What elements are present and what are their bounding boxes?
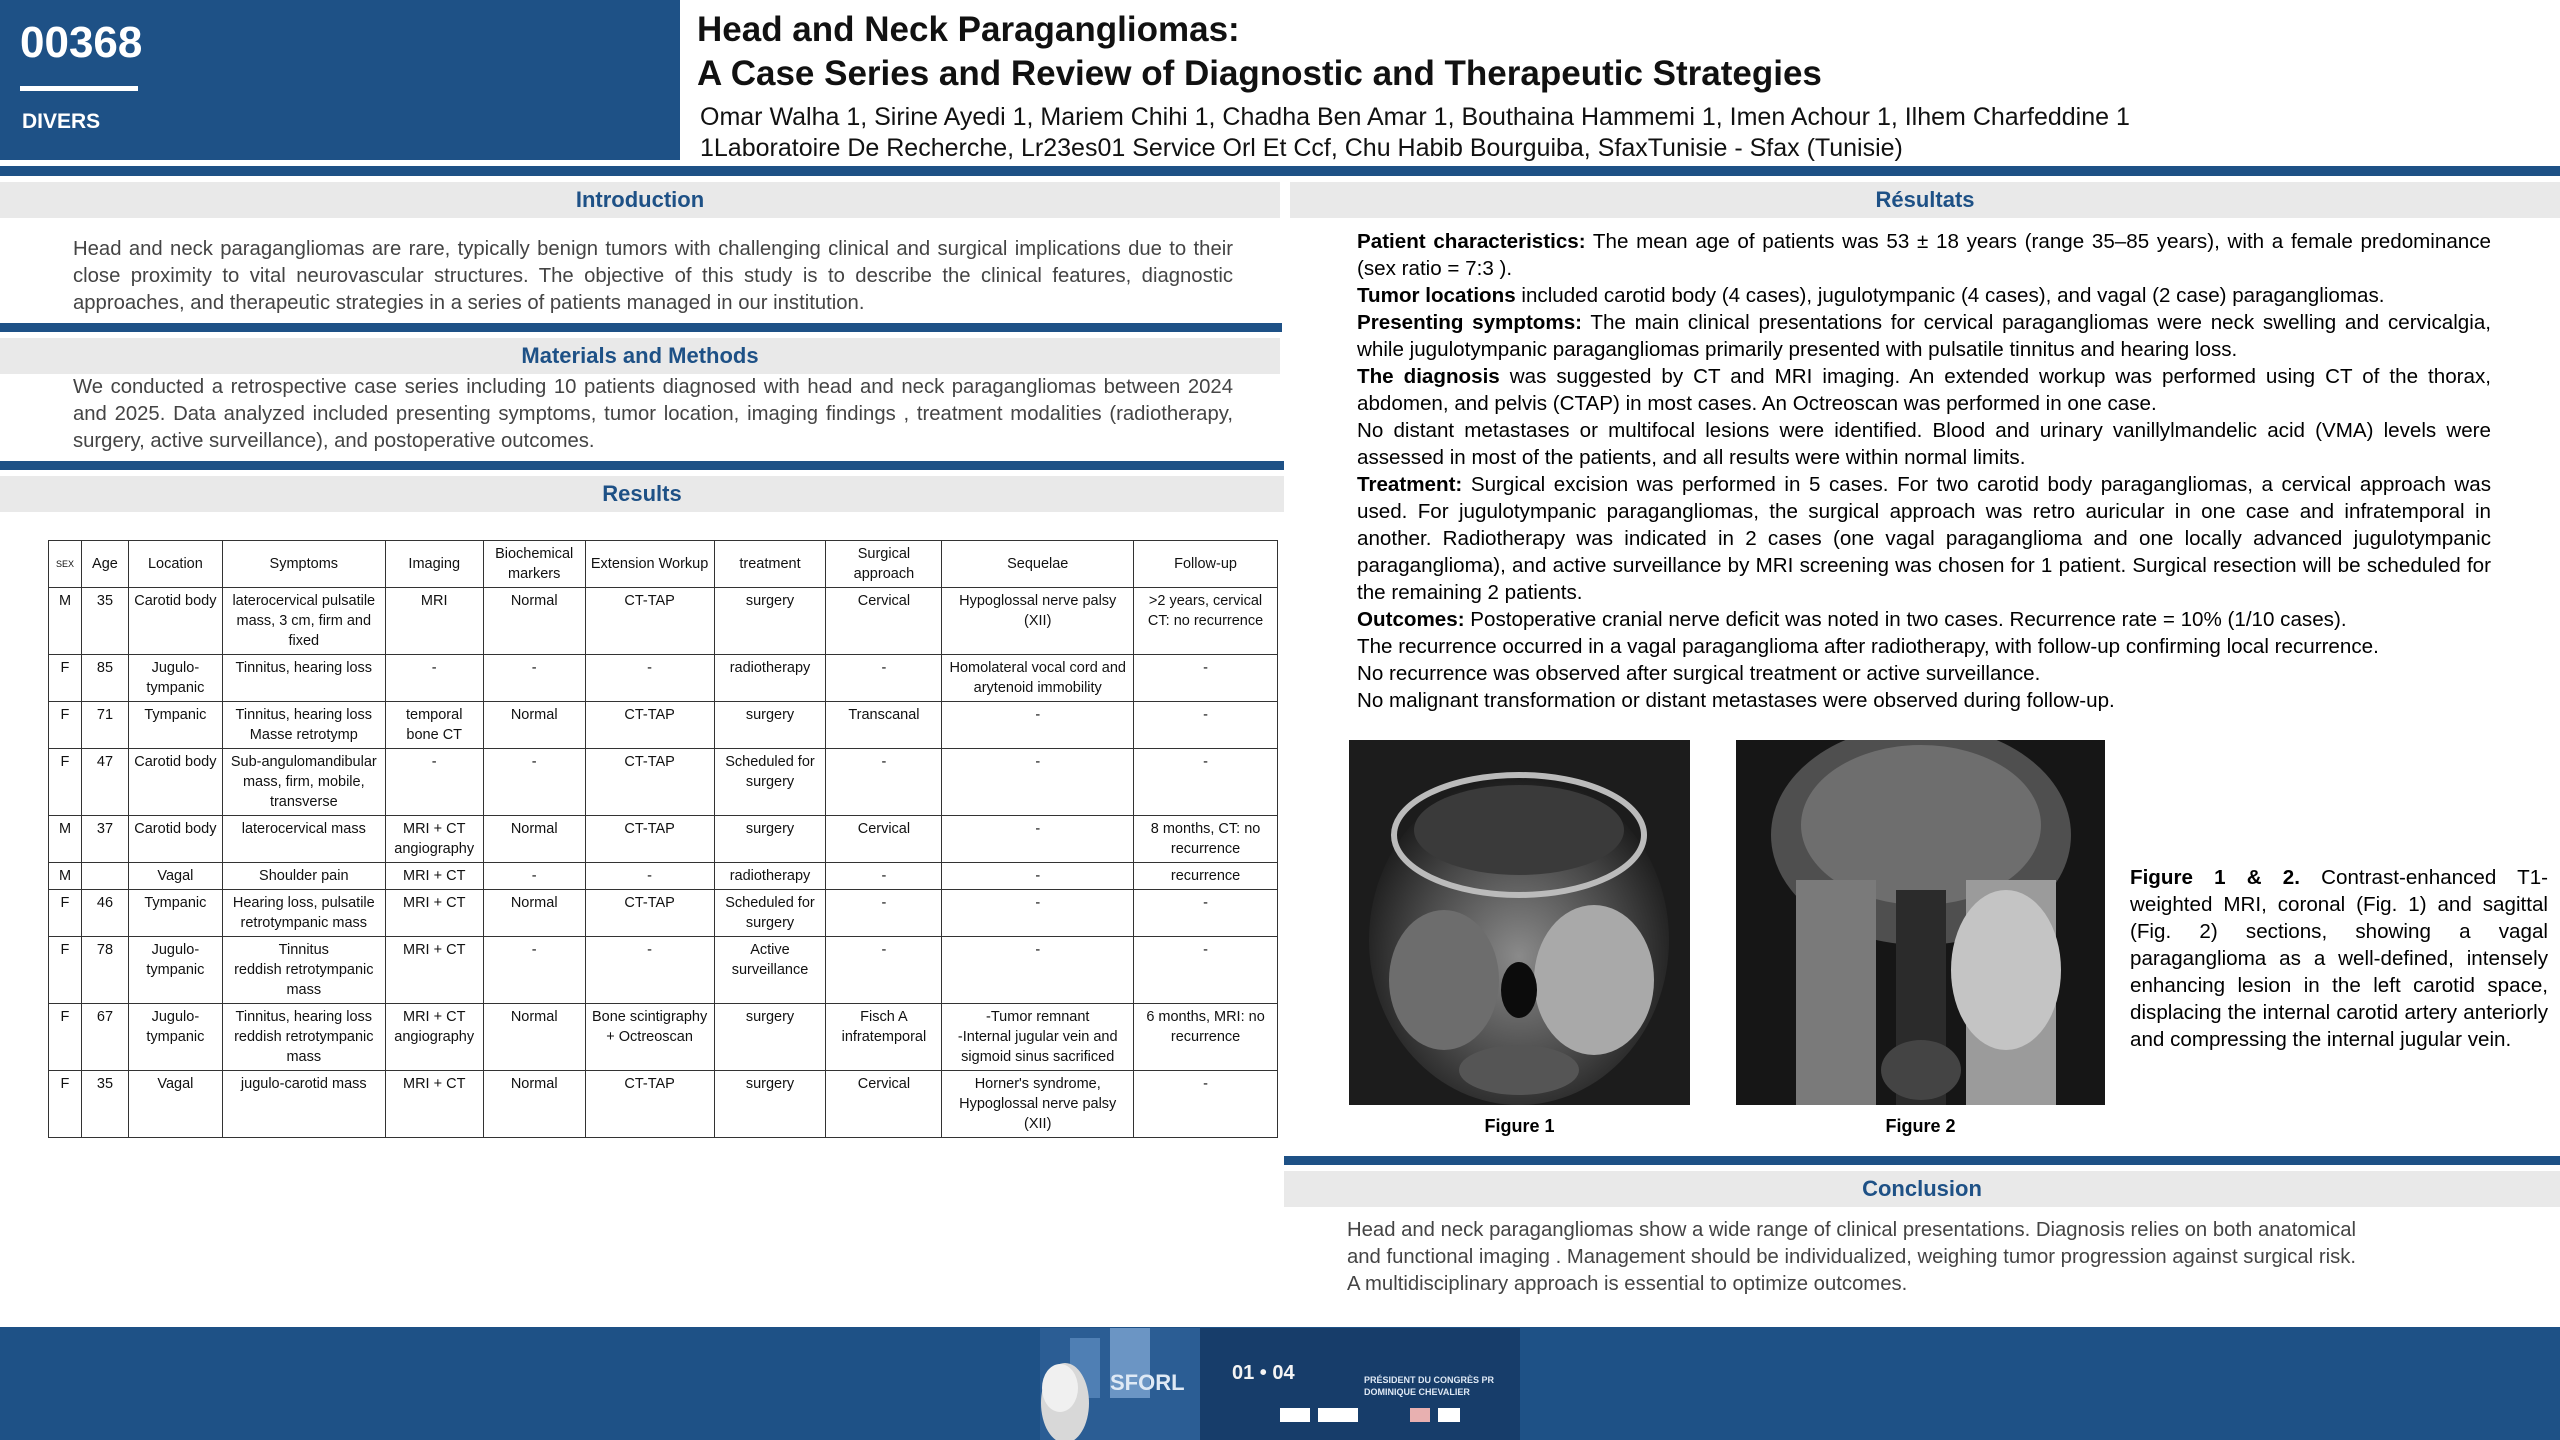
table-cell: Bone scintigraphy + Octreoscan <box>585 1004 714 1071</box>
figure-2-image <box>1736 740 2105 1105</box>
table-cell: surgery <box>714 1004 826 1071</box>
column-header: treatment <box>714 541 826 588</box>
table-cell: Tinnitus, hearing loss Masse retrotymp <box>222 702 385 749</box>
table-cell: - <box>942 937 1134 1004</box>
table-cell: - <box>1134 655 1278 702</box>
table-cell: Fisch A infratemporal <box>826 1004 942 1071</box>
table-cell: 37 <box>81 816 128 863</box>
paragraph <box>1357 363 2491 417</box>
table-row <box>49 890 1278 937</box>
label: Presenting symptoms: <box>1357 311 1583 334</box>
table-cell: F <box>49 749 82 816</box>
table-cell: radiotherapy <box>714 655 826 702</box>
text: Surgical excision was performed in 5 cases. For two carotid body paragangliomas, a cervical approach was used. For jugulotympanic paragangliomas, the surgical approach was retro auricular in one case and infratemporal in another. Radiotherapy was indicated in 2 cases (one vagal paraganglioma and one locally advanced jugulotympanic paraganglioma), and active surveillance by MRI screening was chosen for 1 patient. Surgical resection will be scheduled for the remaining 2 patients. <box>1357 473 2491 604</box>
table-cell: M <box>49 588 82 655</box>
table-cell: 85 <box>81 655 128 702</box>
table-cell: Jugulo-tympanic <box>128 655 222 702</box>
table-cell: Homolateral vocal cord and arytenoid immobility <box>942 655 1134 702</box>
table-cell: Jugulo-tympanic <box>128 937 222 1004</box>
label: Tumor locations <box>1357 284 1516 307</box>
table-cell: Transcanal <box>826 702 942 749</box>
label: Figure 1 & 2. <box>2130 866 2300 889</box>
conclusion-line: Head and neck paragangliomas show a wide range of clinical presentations. Diagnosis relies on both anatomical <box>1347 1219 2357 1241</box>
table-cell: - <box>826 655 942 702</box>
table-row <box>49 863 1278 890</box>
table-cell: Vagal <box>128 1071 222 1138</box>
table-row <box>49 749 1278 816</box>
table-cell: - <box>1134 937 1278 1004</box>
table-cell: Tinnitus reddish retrotympanic mass <box>222 937 385 1004</box>
table-cell: - <box>826 937 942 1004</box>
category-label: DIVERS <box>22 110 101 133</box>
table-cell: 8 months, CT: no recurrence <box>1134 816 1278 863</box>
column-header: Surgical approach <box>826 541 942 588</box>
paragraph: No recurrence was observed after surgical treatment or active surveillance. <box>1357 662 2041 685</box>
table-cell: - <box>483 749 585 816</box>
conclusion-heading: Conclusion <box>1284 1171 2560 1207</box>
table-cell: Scheduled for surgery <box>714 890 826 937</box>
paragraph: The recurrence occurred in a vagal paraganglioma after radiotherapy, with follow-up confirming local recurrence. <box>1357 635 2379 658</box>
table-cell: MRI + CT <box>385 863 483 890</box>
text: The main clinical presentations for cervical paragangliomas were neck swelling and cervicalgia, while jugulotympanic paragangliomas primarily presented with pulsatile tinnitus and hearing loss. <box>1357 311 2491 361</box>
table-cell: Normal <box>483 816 585 863</box>
column-header: Extension Workup <box>585 541 714 588</box>
table-row <box>49 655 1278 702</box>
paragraph: No malignant transformation or distant metastases were observed during follow-up. <box>1357 689 2115 712</box>
table-row <box>49 588 1278 655</box>
table-cell: Carotid body <box>128 749 222 816</box>
table-cell: Tympanic <box>128 702 222 749</box>
table-cell: CT-TAP <box>585 702 714 749</box>
column-header: Age <box>81 541 128 588</box>
table-cell: M <box>49 863 82 890</box>
table-cell: surgery <box>714 816 826 863</box>
table-cell: CT-TAP <box>585 890 714 937</box>
table-cell: - <box>942 816 1134 863</box>
table-cell: Cervical <box>826 588 942 655</box>
table-cell: - <box>942 863 1134 890</box>
table-cell: F <box>49 655 82 702</box>
table-cell: - <box>1134 702 1278 749</box>
section-divider <box>0 323 1282 332</box>
figure-description <box>2130 864 2548 1053</box>
column-header: Follow-up <box>1134 541 1278 588</box>
table-cell: - <box>385 749 483 816</box>
congress-date: 01 • 04 <box>1232 1362 1295 1384</box>
methods-heading: Materials and Methods <box>0 338 1280 374</box>
table-cell: 35 <box>81 1071 128 1138</box>
table-cell: radiotherapy <box>714 863 826 890</box>
paragraph <box>1357 606 2491 633</box>
results-heading: Results <box>0 476 1284 512</box>
table-cell: - <box>585 655 714 702</box>
header-divider <box>0 166 2560 176</box>
table-cell: laterocervical pulsatile mass, 3 cm, firm and fixed <box>222 588 385 655</box>
table-cell: Normal <box>483 890 585 937</box>
table-cell: MRI <box>385 588 483 655</box>
conclusion-line: and functional imaging . Management should be individualized, weighing tumor progression against surgical risk. <box>1347 1246 2357 1268</box>
introduction-heading: Introduction <box>0 182 1280 218</box>
table-cell: Tinnitus, hearing loss reddish retrotympanic mass <box>222 1004 385 1071</box>
table-cell: Normal <box>483 1004 585 1071</box>
label: Outcomes: <box>1357 608 1465 631</box>
label: The diagnosis <box>1357 365 1500 388</box>
paragraph <box>1357 309 2491 363</box>
table-cell: Tinnitus, hearing loss <box>222 655 385 702</box>
table-cell: MRI + CT <box>385 937 483 1004</box>
table-cell <box>81 863 128 890</box>
table-cell: Jugulo-tympanic <box>128 1004 222 1071</box>
table-cell: surgery <box>714 702 826 749</box>
table-cell: -Tumor remnant -Internal jugular vein and sigmoid sinus sacrificed <box>942 1004 1134 1071</box>
table-cell: laterocervical mass <box>222 816 385 863</box>
congress-logo-text: SFORL <box>1110 1370 1185 1395</box>
table-cell: Hearing loss, pulsatile retrotympanic mass <box>222 890 385 937</box>
results-table <box>48 540 1278 1138</box>
column-header: SEX <box>49 541 82 588</box>
column-header: Imaging <box>385 541 483 588</box>
figure-1-image <box>1349 740 1690 1105</box>
table-cell: 67 <box>81 1004 128 1071</box>
table-row <box>49 1004 1278 1071</box>
table-cell: Cervical <box>826 816 942 863</box>
label: Treatment: <box>1357 473 1463 496</box>
table-cell: Active surveillance <box>714 937 826 1004</box>
table-cell: - <box>1134 1071 1278 1138</box>
table-cell: M <box>49 816 82 863</box>
table-cell: MRI + CT angiography <box>385 816 483 863</box>
table-cell: F <box>49 937 82 1004</box>
table-cell: Tympanic <box>128 890 222 937</box>
table-cell: - <box>385 655 483 702</box>
introduction-text: Head and neck paragangliomas are rare, typically benign tumors with challenging clinical and surgical implications due to their close proximity to vital neurovascular structures. The objective of this study is to describe the clinical features, diagnostic approaches, and therapeutic strategies in a series of patients managed in our institution. <box>73 238 1233 314</box>
table-cell: Shoulder pain <box>222 863 385 890</box>
column-header: Sequelae <box>942 541 1134 588</box>
congress-president: PRÉSIDENT DU CONGRÈS PR DOMINIQUE CHEVALIER <box>1364 1375 1495 1397</box>
table-cell: 46 <box>81 890 128 937</box>
paragraph: No distant metastases or multifocal lesions were identified. Blood and urinary vanillylmandelic acid (VMA) levels were assessed in most of the patients, and all results were within normal limits. <box>1357 419 2491 469</box>
text: Postoperative cranial nerve deficit was noted in two cases. Recurrence rate = 10% (1/10 cases). <box>1464 608 2347 631</box>
table-cell: Cervical <box>826 1071 942 1138</box>
table-cell: F <box>49 702 82 749</box>
table-cell: surgery <box>714 1071 826 1138</box>
table-cell: >2 years, cervical CT: no recurrence <box>1134 588 1278 655</box>
table-cell: 78 <box>81 937 128 1004</box>
paragraph <box>1357 282 2491 309</box>
table-cell: recurrence <box>1134 863 1278 890</box>
label: Patient characteristics: <box>1357 230 1586 253</box>
column-header: Biochemical markers <box>483 541 585 588</box>
table-cell: 71 <box>81 702 128 749</box>
table-cell: F <box>49 1004 82 1071</box>
table-row <box>49 816 1278 863</box>
table-row <box>49 937 1278 1004</box>
table-cell: MRI + CT <box>385 890 483 937</box>
affiliation: 1Laboratoire De Recherche, Lr23es01 Service Orl Et Ccf, Chu Habib Bourguiba, SfaxTunisie - Sfax (Tunisie) <box>700 134 1903 162</box>
column-header: Location <box>128 541 222 588</box>
table-cell: MRI + CT <box>385 1071 483 1138</box>
table-cell: - <box>942 702 1134 749</box>
table-row <box>49 702 1278 749</box>
table-header-row <box>49 541 1278 588</box>
table-cell: 6 months, MRI: no recurrence <box>1134 1004 1278 1071</box>
text: included carotid body (4 cases), jugulotympanic (4 cases), and vagal (2 case) paragangliomas. <box>1515 284 2385 307</box>
table-cell: Hypoglossal nerve palsy (XII) <box>942 588 1134 655</box>
conclusion-line: A multidisciplinary approach is essential to optimize outcomes. <box>1347 1273 1908 1295</box>
table-cell: - <box>826 890 942 937</box>
figure-2-caption: Figure 2 <box>1885 1116 1956 1136</box>
table-cell: Normal <box>483 588 585 655</box>
table-cell: Sub-angulomandibular mass, firm, mobile, transverse <box>222 749 385 816</box>
table-cell: - <box>483 863 585 890</box>
section-divider <box>1284 1156 2560 1165</box>
section-divider <box>0 461 1284 470</box>
poster-id-panel <box>0 0 680 160</box>
table-cell: - <box>942 749 1134 816</box>
table-cell: 47 <box>81 749 128 816</box>
table-cell: temporal bone CT <box>385 702 483 749</box>
authors: Omar Walha 1, Sirine Ayedi 1, Mariem Chihi 1, Chadha Ben Amar 1, Bouthaina Hammemi 1, Imen Achour 1, Ilhem Charfeddine 1 <box>700 103 2130 131</box>
table-cell: CT-TAP <box>585 749 714 816</box>
table-cell: - <box>826 863 942 890</box>
paragraph <box>1357 471 2491 606</box>
table-cell: - <box>483 655 585 702</box>
table-cell: Vagal <box>128 863 222 890</box>
table-cell: 35 <box>81 588 128 655</box>
table-cell: - <box>1134 890 1278 937</box>
title-line-1: Head and Neck Paragangliomas: <box>697 10 1240 49</box>
poster-id: 00368 <box>20 18 143 67</box>
divider <box>20 86 138 91</box>
table-cell: Normal <box>483 1071 585 1138</box>
table-cell: Normal <box>483 702 585 749</box>
table-row <box>49 1071 1278 1138</box>
table-cell: - <box>1134 749 1278 816</box>
table-cell: CT-TAP <box>585 588 714 655</box>
table-cell: surgery <box>714 588 826 655</box>
table-cell: jugulo-carotid mass <box>222 1071 385 1138</box>
table-cell: - <box>942 890 1134 937</box>
figure-1-caption: Figure 1 <box>1484 1116 1555 1136</box>
methods-text: We conducted a retrospective case series including 10 patients diagnosed with head and neck paragangliomas between 2024 and 2025. Data analyzed included presenting symptoms, tumor location, imaging findings , treatment modalities (radiotherapy, surgery, active surveillance), and postoperative outcomes. <box>73 376 1233 452</box>
table-cell: Carotid body <box>128 816 222 863</box>
column-header: Symptoms <box>222 541 385 588</box>
resultats-text <box>1357 228 2491 714</box>
text: The mean age of patients was 53 ± 18 years (range 35–85 years), with a female predominance (sex ratio = 7:3 ). <box>1357 230 2491 280</box>
table-cell: CT-TAP <box>585 816 714 863</box>
table-cell: Scheduled for surgery <box>714 749 826 816</box>
table-cell: F <box>49 1071 82 1138</box>
paragraph <box>1357 228 2491 282</box>
table-cell: - <box>585 937 714 1004</box>
table-cell: - <box>483 937 585 1004</box>
table-cell: - <box>585 863 714 890</box>
conclusion-text <box>1347 1217 2547 1298</box>
table-cell: - <box>826 749 942 816</box>
resultats-heading: Résultats <box>1290 182 2560 218</box>
poster-title <box>697 8 1822 96</box>
table-cell: F <box>49 890 82 937</box>
table-cell: Horner's syndrome, Hypoglossal nerve palsy (XII) <box>942 1071 1134 1138</box>
text: Contrast-enhanced T1-weighted MRI, coronal (Fig. 1) and sagittal (Fig. 2) sections, showing a vagal paraganglioma as a well-defined, intensely enhancing lesion in the left carotid space, displacing the internal carotid artery anteriorly and compressing the internal jugular vein. <box>2130 866 2549 1051</box>
table-cell: CT-TAP <box>585 1071 714 1138</box>
title-line-2: A Case Series and Review of Diagnostic and Therapeutic Strategies <box>697 54 1822 93</box>
table-cell: MRI + CT angiography <box>385 1004 483 1071</box>
table-cell: Carotid body <box>128 588 222 655</box>
text: was suggested by CT and MRI imaging. An extended workup was performed using CT of the thorax, abdomen, and pelvis (CTAP) in most cases. An Octreoscan was performed in one case. <box>1357 365 2491 415</box>
